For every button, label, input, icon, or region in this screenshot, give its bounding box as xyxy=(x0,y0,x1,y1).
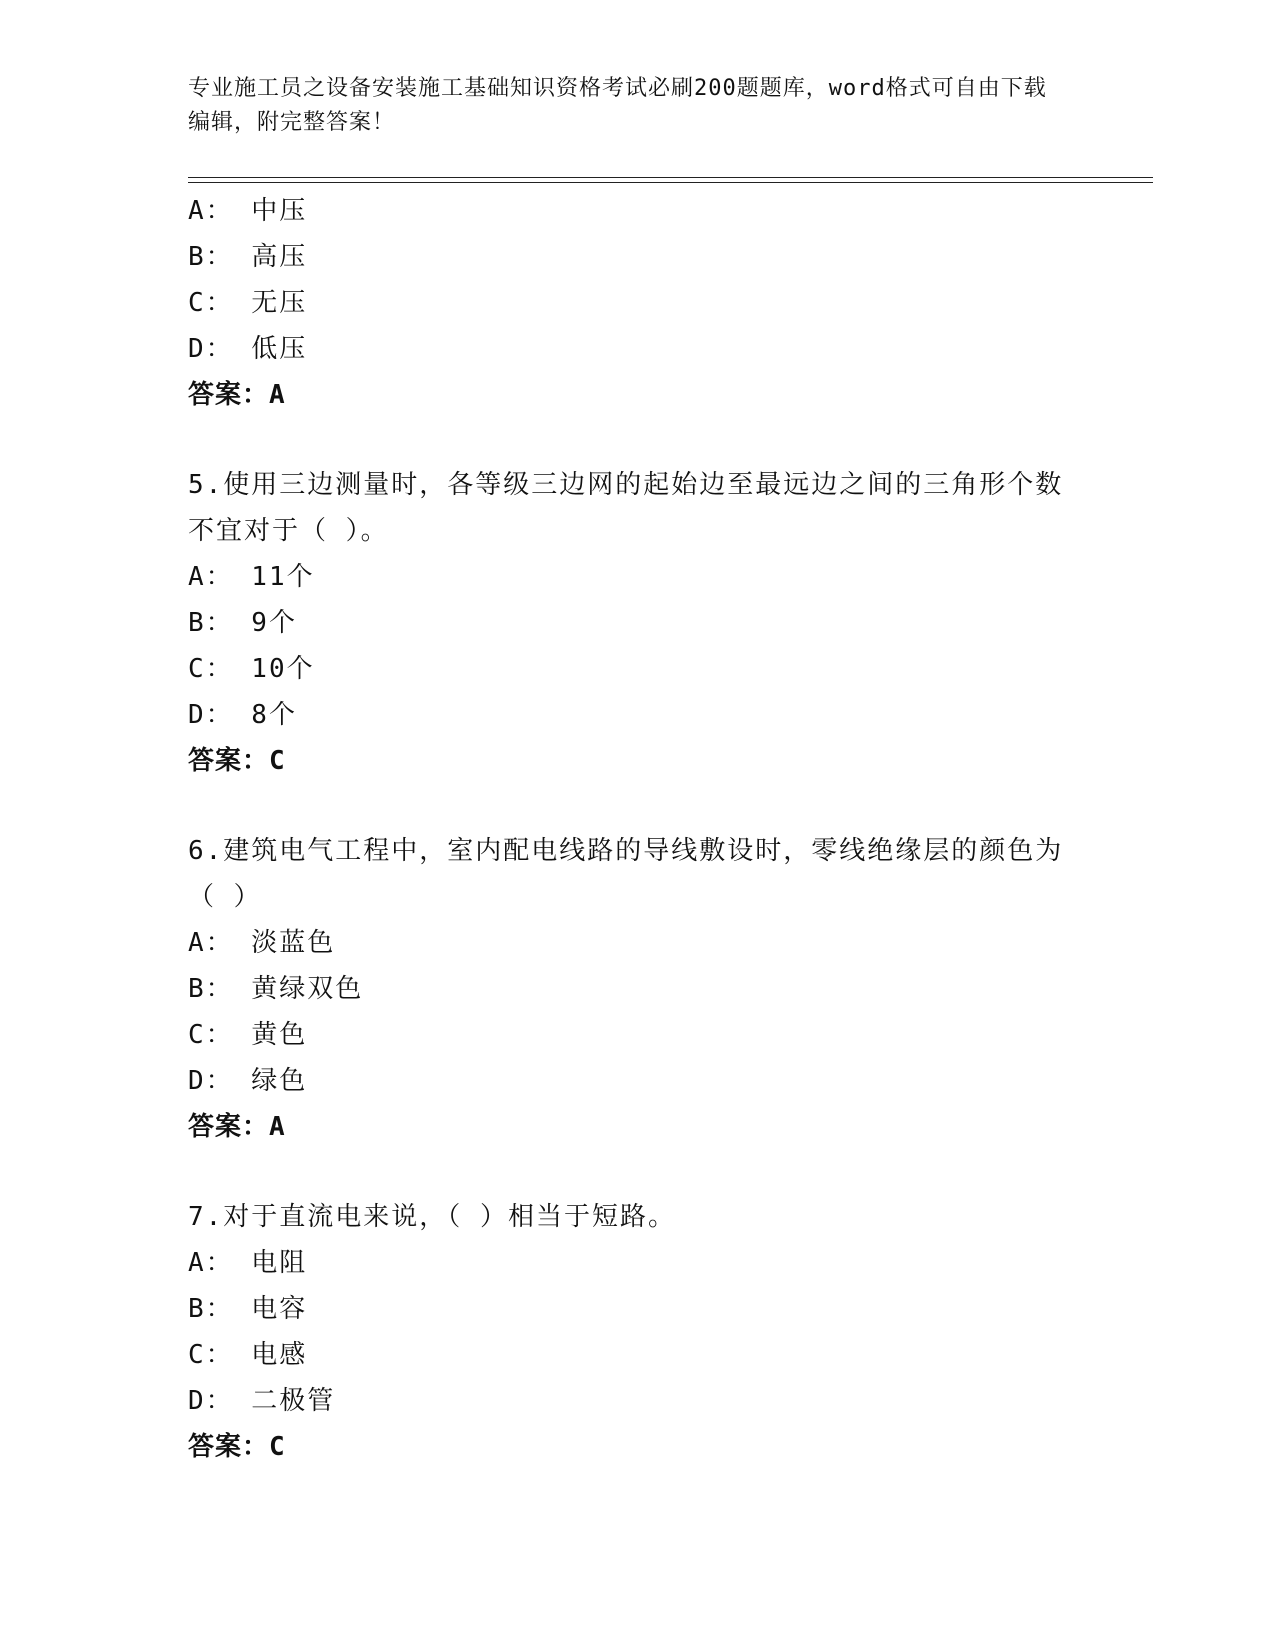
option-a: A： 淡蓝色 xyxy=(188,928,336,958)
option-b: B： 9个 xyxy=(188,608,297,638)
option-d: D： 低压 xyxy=(188,334,308,364)
question-block-6 xyxy=(188,828,1068,1150)
option-c: C： 黄色 xyxy=(188,1020,308,1050)
block-spacer xyxy=(188,418,1068,462)
option-b: B： 黄绿双色 xyxy=(188,974,364,1004)
question-block-5 xyxy=(188,462,1068,784)
question-block-continued xyxy=(188,188,1068,418)
option-d: D： 二极管 xyxy=(188,1386,336,1416)
question-text: 5.使用三边测量时，各等级三边网的起始边至最远边之间的三角形个数不宜对于（ ）。 xyxy=(188,470,1064,546)
answer-line: 答案：C xyxy=(188,746,286,776)
option-a: A： 11个 xyxy=(188,562,315,592)
block-spacer xyxy=(188,1150,1068,1194)
question-block-7 xyxy=(188,1194,1068,1470)
option-d: D： 绿色 xyxy=(188,1066,308,1096)
answer-line: 答案：C xyxy=(188,1432,286,1462)
option-c: C： 无压 xyxy=(188,288,308,318)
question-text: 6.建筑电气工程中，室内配电线路的导线敷设时，零线绝缘层的颜色为（ ） xyxy=(188,836,1064,912)
option-c: C： 电感 xyxy=(188,1340,308,1370)
answer-line: 答案：A xyxy=(188,1112,286,1142)
document-header: 专业施工员之设备安装施工基础知识资格考试必刷200题题库，word格式可自由下载编辑，附完整答案！ xyxy=(188,76,1047,135)
question-list xyxy=(188,188,1068,1470)
block-spacer xyxy=(188,784,1068,828)
header-rule-bottom xyxy=(188,182,1153,183)
answer-line: 答案：A xyxy=(188,380,286,410)
option-a: A： 电阻 xyxy=(188,1248,308,1278)
option-d: D： 8个 xyxy=(188,700,297,730)
question-text: 7.对于直流电来说，（ ）相当于短路。 xyxy=(188,1202,676,1232)
option-b: B： 电容 xyxy=(188,1294,308,1324)
header-rule-top xyxy=(188,177,1153,178)
option-a: A： 中压 xyxy=(188,196,308,226)
option-b: B： 高压 xyxy=(188,242,308,272)
option-c: C： 10个 xyxy=(188,654,315,684)
